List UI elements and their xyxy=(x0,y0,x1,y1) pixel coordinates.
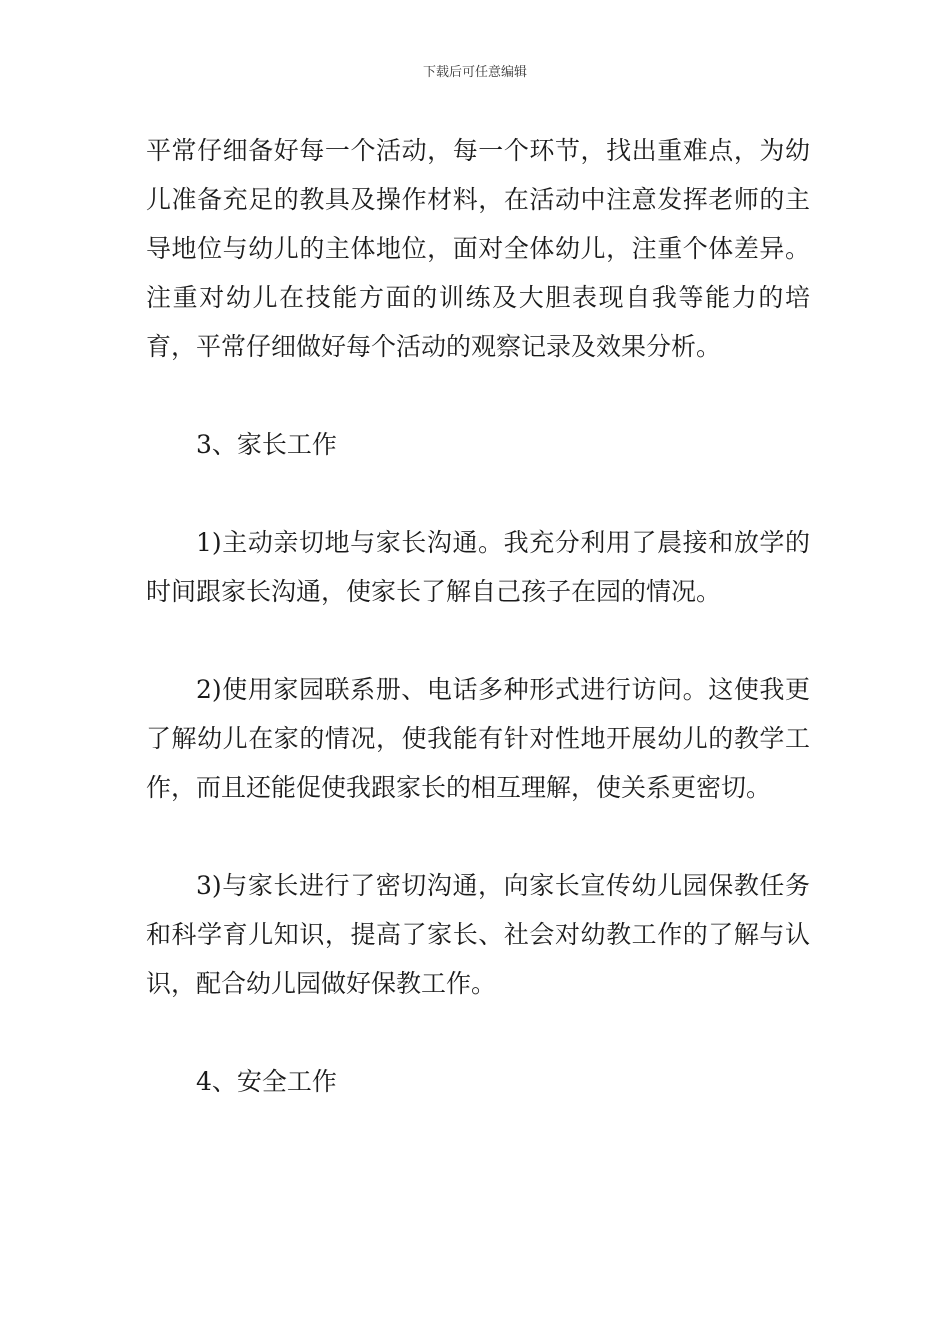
paragraph-teaching: 平常仔细备好每一个活动，每一个环节，找出重难点，为幼儿准备充足的教具及操作材料，在活动中注意发挥老师的主导地位与幼儿的主体地位，面对全体幼儿，注重个体差异。注重对幼儿在技能方面的训练及大胆表现自我等能力的培育，平常仔细做好每个活动的观察记录及效果分析。 xyxy=(146,136,810,361)
section-heading-safety: 4、安全工作 xyxy=(196,1067,337,1096)
section-heading-parents: 3、家长工作 xyxy=(196,430,337,459)
page-header: 下载后可任意编辑 xyxy=(422,65,527,80)
paragraph-parents-2: 2)使用家园联系册、电话多种形式进行访问。这使我更了解幼儿在家的情况，使我能有针对性地开展幼儿的教学工作，而且还能促使我跟家长的相互理解，使关系更密切。 xyxy=(146,675,810,802)
paragraph-parents-3: 3)与家长进行了密切沟通，向家长宣传幼儿园保教任务和科学育儿知识，提高了家长、社会对幼教工作的了解与认识，配合幼儿园做好保教工作。 xyxy=(146,871,810,998)
document-body xyxy=(146,126,810,1106)
paragraph-parents-1: 1)主动亲切地与家长沟通。我充分利用了晨接和放学的时间跟家长沟通，使家长了解自己孩子在园的情况。 xyxy=(146,528,810,606)
